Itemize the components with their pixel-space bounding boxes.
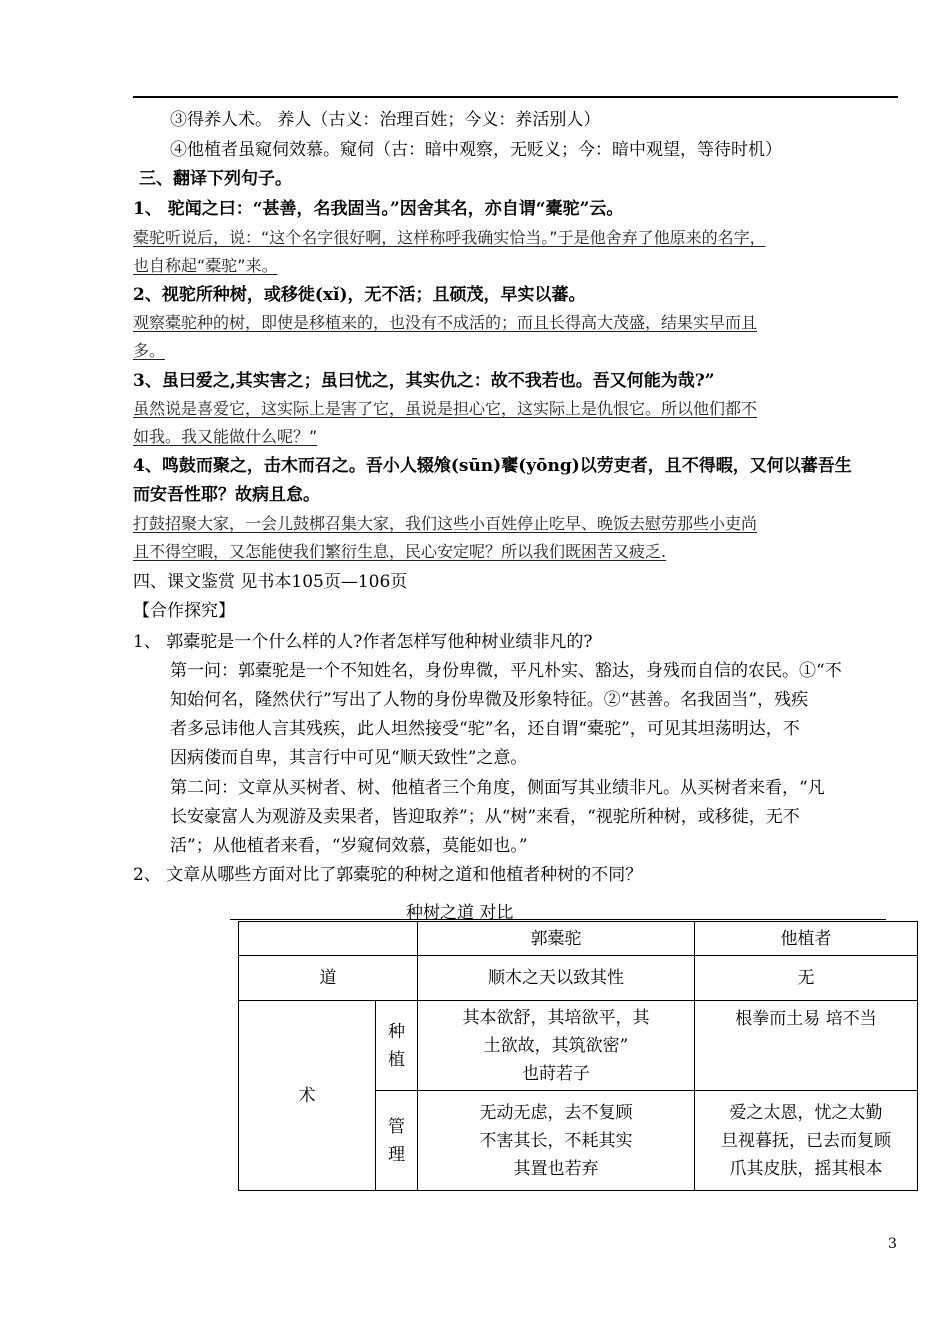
translation-4b: 且不得空暇，又怎能使我们繁衍生息，民心安定呢？所以我们既困苦又疲乏. (133, 542, 667, 561)
translation-2a: 观察橐驼种的树，即使是移植来的，也没有不成活的；而且长得高大茂盛，结果实早而且 (133, 313, 758, 332)
sub-label-planting-1: 种 (388, 1021, 405, 1042)
cooperation-heading: 【合作探究】 (133, 601, 235, 621)
sentence-4a: 4、鸣鼓而聚之，击木而召之。吾小人辍飧(sūn)饔(yōng)以劳吏者，且不得暇，又何以蕃吾生 (133, 456, 852, 476)
translation-1b: 也自称起“橐驼”来。 (133, 256, 278, 275)
translation-3b: 如我。我又能做什么呢？” (133, 427, 318, 446)
management-guotuotuo (418, 1091, 695, 1191)
table-corner-cell (239, 922, 418, 956)
dao-guotuotuo: 顺木之天以致其性 (418, 956, 695, 1001)
answer-1-line-4: 因病偻而自卑，其言行中可见“顺天致性”之意。 (170, 748, 528, 768)
answer-2-line-2: 长安豪富人为观游及卖果者，皆迎取养”；从“树”来看，“视驼所种树，或移徙，无不 (170, 807, 800, 827)
discussion-question-1: 1、 郭橐驼是一个什么样的人?作者怎样写他种树业绩非凡的? (133, 632, 593, 652)
vocab-item-4: ④他植者虽窥伺效慕。窥伺（古：暗中观察，无贬义；今：暗中观望，等待时机） (170, 140, 782, 160)
answer-2-line-1: 第二问：文章从买树者、树、他植者三个角度，侧面写其业绩非凡。从买树者来看，“凡 (170, 778, 825, 798)
answer-1-line-3: 者多忌讳他人言其残疾，此人坦然接受“驼”名，还自谓“橐驼”，可见其坦荡明达，不 (170, 719, 800, 739)
planting-other: 根拳而土易 培不当 (695, 1001, 918, 1091)
management-other (695, 1091, 918, 1191)
comparison-table (238, 921, 918, 1191)
sub-label-planting (376, 1001, 418, 1091)
header-other-planters: 他植者 (695, 922, 918, 956)
translation-1a: 橐驼听说后，说：“这个名字很好啊，这样称呼我确实恰当。”于是他舍弃了他原来的名字， (133, 228, 766, 247)
answer-1-line-1: 第一问：郭橐驼是一个不知姓名，身份卑微，平凡朴实、豁达，身残而自信的农民。①“不 (170, 661, 842, 681)
row-label-dao: 道 (239, 956, 418, 1001)
management-other-line-2: 旦视暮抚，已去而复顾 (721, 1130, 891, 1151)
sub-label-management-2: 理 (388, 1144, 405, 1165)
row-label-shu: 术 (239, 1001, 376, 1191)
sub-label-management (376, 1091, 418, 1191)
translation-2b: 多。 (133, 341, 166, 360)
dao-other: 无 (695, 956, 918, 1001)
vocab-item-3: ③得养人术。 养人（古义：治理百姓；今义：养活别人） (170, 110, 601, 130)
planting-guo-line-1: 其本欲舒，其培欲平，其 (462, 1007, 650, 1028)
header-guotuotuo: 郭橐驼 (418, 922, 695, 956)
sub-label-planting-2: 植 (388, 1049, 405, 1070)
answer-1-line-2: 知始何名，隆然伏行”写出了人物的身份卑微及形象特征。②“甚善。名我固当”，残疾 (170, 690, 809, 710)
sub-label-management-1: 管 (388, 1116, 405, 1137)
planting-guo-line-3: 也莳若子 (522, 1063, 590, 1084)
table-caption: 种树之道 对比 (406, 903, 514, 923)
section-heading-3: 三、翻译下列句子。 (139, 169, 292, 189)
sentence-2: 2、视驼所种树，或移徙(xǐ)，无不活；且硕茂，早实以蕃。 (133, 285, 586, 305)
sentence-1: 1、 驼闻之曰：“甚善，名我固当。”因舍其名，亦自谓“橐驼”云。 (133, 199, 624, 219)
planting-guo-line-2: 土欲故，其筑欲密” (483, 1035, 629, 1056)
answer-2-line-3: 活”；从他植者来看，“岁窥伺效慕，莫能如也。” (170, 836, 528, 856)
planting-guotuotuo (418, 1001, 695, 1091)
management-guo-line-1: 无动无虑，去不复顾 (479, 1102, 633, 1123)
management-guo-line-2: 不害其长，不耗其实 (479, 1130, 633, 1151)
section-heading-4: 四、课文鉴赏 见书本105页—106页 (133, 572, 408, 592)
page-number: 3 (888, 1236, 897, 1252)
discussion-question-2: 2、 文章从哪些方面对比了郭橐驼的种树之道和他植者种树的不同？ (133, 865, 643, 885)
management-other-line-1: 爱之太恩，忧之太勤 (729, 1102, 883, 1123)
table-caption-rule (230, 919, 886, 920)
header-rule (133, 96, 898, 98)
management-guo-line-3: 其置也若弃 (513, 1158, 599, 1179)
sentence-4b: 而安吾性耶？故病且怠。 (133, 485, 320, 505)
translation-3a: 虽然说是喜爱它，这实际上是害了它，虽说是担心它，这实际上是仇恨它。所以他们都不 (133, 399, 758, 418)
management-other-line-3: 爪其皮肤，摇其根本 (729, 1158, 883, 1179)
sentence-3: 3、虽曰爱之,其实害之；虽曰忧之，其实仇之：故不我若也。吾又何能为哉?” (133, 371, 715, 391)
translation-4a: 打鼓招聚大家，一会儿鼓梆召集大家，我们这些小百姓停止吃早、晚饭去慰劳那些小吏尚 (133, 514, 758, 533)
